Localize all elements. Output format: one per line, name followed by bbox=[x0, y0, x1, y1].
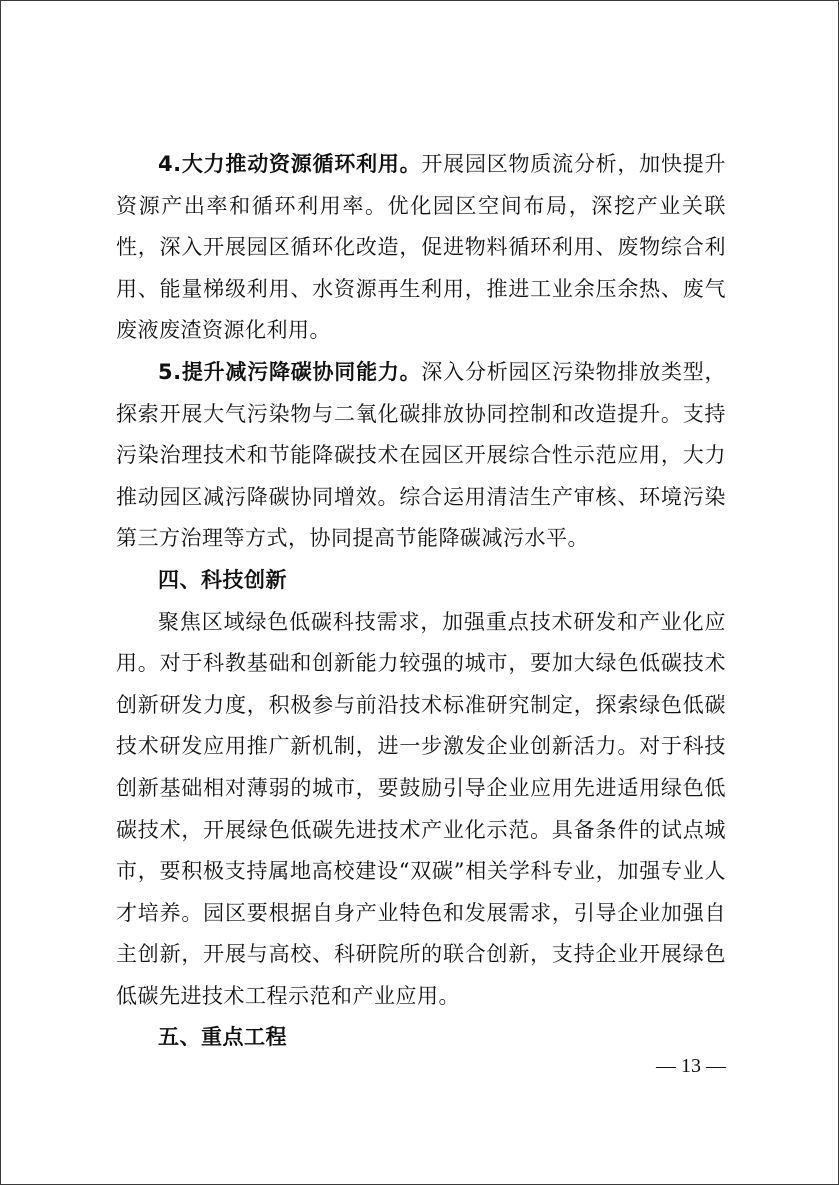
page-number: — 13 — bbox=[656, 1055, 726, 1077]
paragraph-resource-recycling bbox=[116, 144, 726, 352]
paragraph-text: 深入分析园区污染物排放类型，探索开展大气污染物与二氧化碳排放协同控制和改造提升。支持污染治理技术和节能降碳技术在园区开展综合性示范应用，大力推动园区减污降碳协同增效。综合运用清洁生产审核、环境污染第三方治理等方式，协同提高节能降碳减污水平。 bbox=[116, 359, 726, 551]
section-heading-tech-innovation: 四、科技创新 bbox=[158, 567, 287, 592]
paragraph-text: 开展园区物质流分析，加快提升资源产出率和循环利用率。优化园区空间布局，深挖产业关联性，深入开展园区循环化改造，促进物料循环利用、废物综合利用、能量梯级利用、水资源再生利用，推进工业余压余热、废气废液废渣资源化利用。 bbox=[116, 152, 726, 343]
document-body bbox=[116, 144, 726, 1059]
paragraph-lead: 4.大力推动资源循环利用。 bbox=[158, 152, 422, 176]
paragraph-lead: 5.提升减污降碳协同能力。 bbox=[158, 359, 422, 384]
paragraph-tech-innovation: 聚焦区域绿色低碳科技需求，加强重点技术研发和产业化应用。对于科教基础和创新能力较强的城市，要加大绿色低碳技术创新研发力度，积极参与前沿技术标准研究制定，探索绿色低碳技术研发应用推广新机制，进一步激发企业创新活力。对于科技创新基础相对薄弱的城市，要鼓励引导企业应用先进适用绿色低碳技术，开展绿色低碳先进技术产业化示范。具备条件的试点城市，要积极支持属地高校建设“双碳”相关学科专业，加强专业人才培养。园区要根据自身产业特色和发展需求，引导企业加强自主创新，开展与高校、科研院所的联合创新，支持企业开展绿色低碳先进技术工程示范和产业应用。 bbox=[116, 609, 726, 1008]
paragraph-pollution-carbon-synergy bbox=[116, 352, 726, 560]
section-heading-key-projects: 五、重点工程 bbox=[158, 1025, 287, 1050]
